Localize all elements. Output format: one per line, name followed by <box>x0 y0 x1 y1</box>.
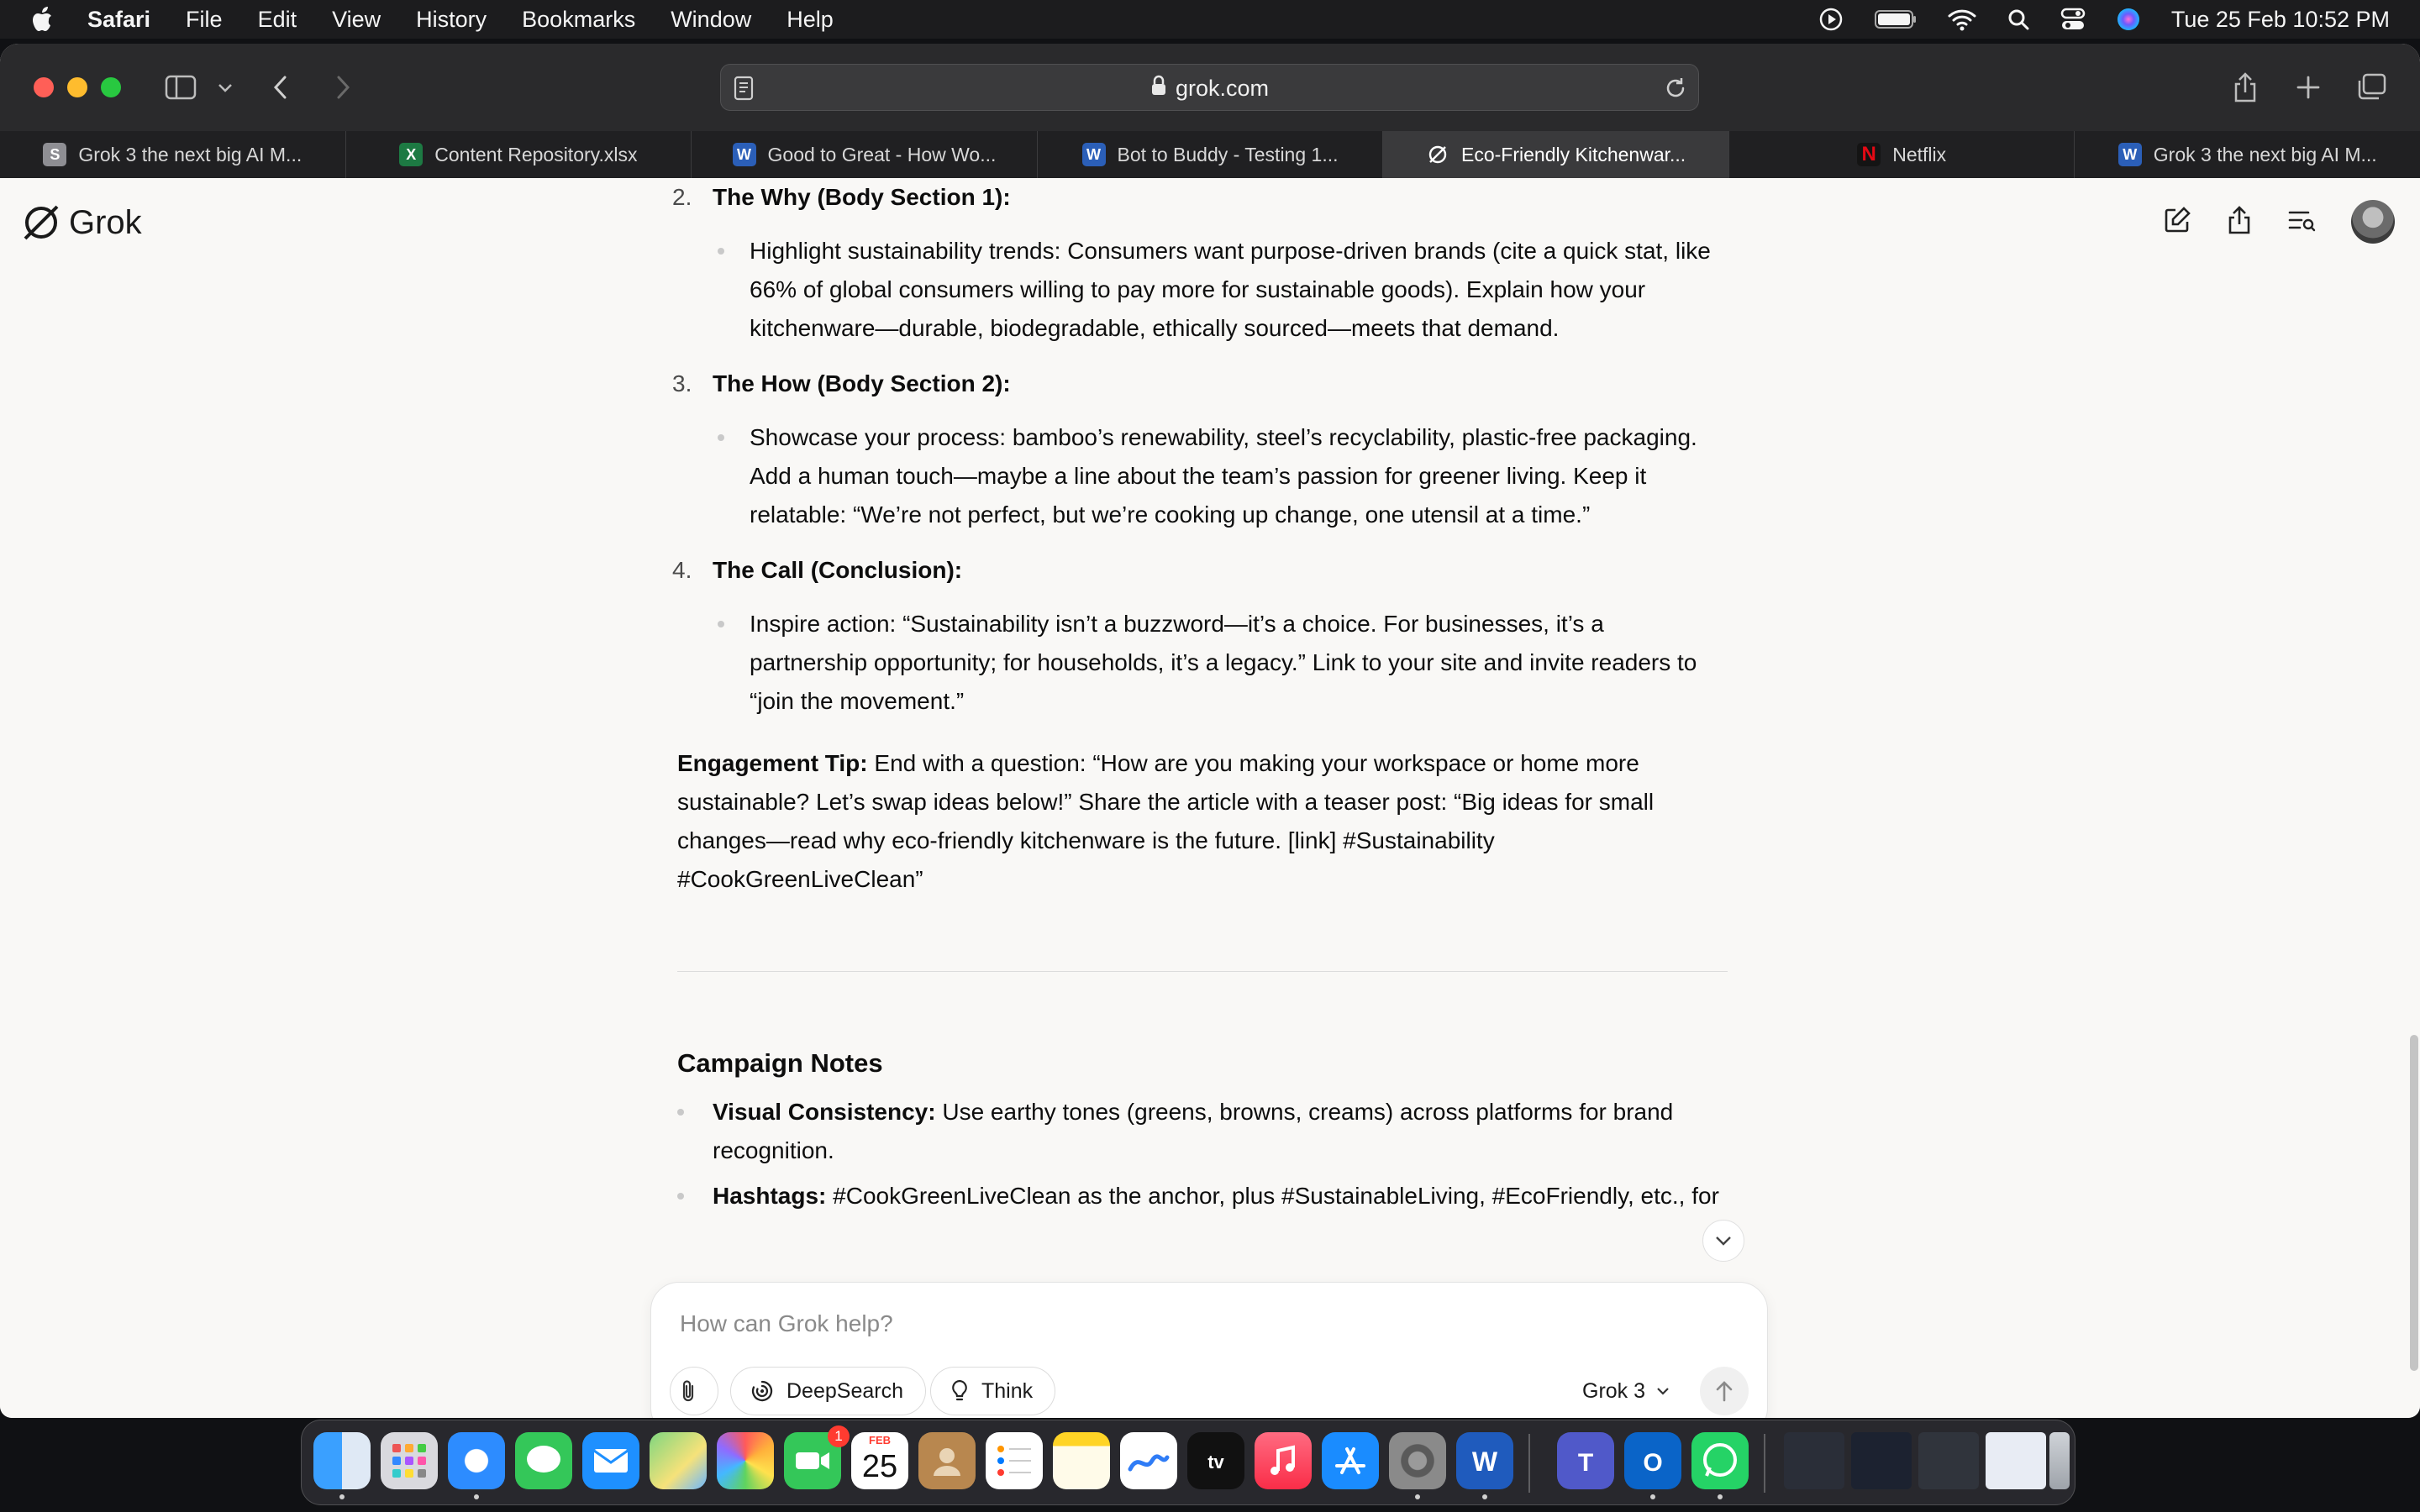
share-icon[interactable] <box>2232 69 2259 106</box>
new-chat-icon[interactable] <box>2163 206 2191 239</box>
outlook-icon[interactable] <box>1624 1432 1681 1489</box>
menu-datetime[interactable]: Tue 25 Feb 10:52 PM <box>2170 6 2390 32</box>
whatsapp-icon[interactable] <box>1691 1432 1749 1489</box>
prompt-composer <box>650 1282 1768 1418</box>
reminders-icon[interactable] <box>986 1432 1043 1489</box>
calendar-icon[interactable] <box>851 1432 908 1489</box>
photos-icon[interactable] <box>717 1432 774 1489</box>
wifi-icon[interactable] <box>1948 8 1976 31</box>
running-indicator <box>339 1494 345 1499</box>
apple-tv-icon[interactable] <box>1187 1432 1244 1489</box>
section-number: 2. <box>672 184 692 210</box>
engagement-tip <box>677 744 1728 899</box>
running-indicator <box>474 1494 479 1499</box>
scrollbar-thumb[interactable] <box>2410 1035 2418 1371</box>
browser-toolbar <box>0 44 2420 131</box>
browser-tab[interactable] <box>1038 131 1384 178</box>
note-label: Hashtags: <box>713 1183 827 1209</box>
mail-icon[interactable] <box>582 1432 639 1489</box>
back-button[interactable] <box>271 69 291 106</box>
apple-menu-icon[interactable] <box>32 5 57 34</box>
trash-icon[interactable] <box>2049 1432 2070 1489</box>
running-indicator <box>1482 1494 1487 1499</box>
section-bullet: Inspire action: “Sustainability isn’t a buzzword—it’s a choice. For businesses, it’s a partnership opportunity; for households, it’s a legacy.” Link to your site and invite readers to “join the movement.” <box>677 605 1728 721</box>
minimized-window-thumbnail[interactable] <box>1918 1432 1979 1489</box>
launchpad-icon[interactable] <box>381 1432 438 1489</box>
minimized-window-thumbnail[interactable] <box>1986 1432 2046 1489</box>
tab-title: Eco-Friendly Kitchenwar... <box>1461 143 1686 165</box>
tab-title: Grok 3 the next big AI M... <box>2153 143 2377 165</box>
messages-icon[interactable] <box>515 1432 572 1489</box>
think-label: Think <box>981 1378 1034 1403</box>
menu-help[interactable]: Help <box>786 6 834 32</box>
running-indicator <box>1650 1494 1655 1499</box>
chat-response <box>672 178 1728 1222</box>
history-icon[interactable] <box>2287 207 2316 237</box>
reload-icon[interactable] <box>1663 70 1688 107</box>
forward-button[interactable] <box>333 69 353 106</box>
word-icon: W <box>1082 143 1106 166</box>
deepsearch-button[interactable] <box>730 1367 926 1415</box>
model-name: Grok 3 <box>1582 1378 1646 1403</box>
facetime-badge: 1 <box>828 1425 850 1447</box>
menu-file[interactable]: File <box>186 6 223 32</box>
teams-icon[interactable] <box>1557 1432 1614 1489</box>
contacts-icon[interactable] <box>918 1432 976 1489</box>
system-settings-icon[interactable] <box>1389 1432 1446 1489</box>
section-bullet: Showcase your process: bamboo’s renewability, steel’s recyclability, plastic-free packaging. Add a human touch—maybe a line about the team’s passion for greener living. Keep it relatable: “We’re not perfect, but we’re cooking up change, one utensil at a time.” <box>677 418 1728 534</box>
section-number: 4. <box>672 557 692 583</box>
lightbulb-icon <box>950 1378 970 1404</box>
menu-app-name[interactable]: Safari <box>87 6 151 32</box>
notes-icon[interactable] <box>1053 1432 1110 1489</box>
dock <box>301 1420 2075 1505</box>
tab-title: Netflix <box>1892 143 1947 165</box>
browser-tab[interactable] <box>692 131 1038 178</box>
freeform-icon[interactable] <box>1120 1432 1177 1489</box>
arrow-up-icon <box>1713 1378 1735 1404</box>
tab-title: Content Repository.xlsx <box>434 143 638 165</box>
dock-separator <box>1764 1434 1765 1493</box>
app-store-icon[interactable] <box>1322 1432 1379 1489</box>
dock-separator <box>1528 1434 1530 1493</box>
think-button[interactable] <box>930 1367 1055 1415</box>
control-center-icon[interactable] <box>2060 8 2086 31</box>
grok-logo-text: Grok <box>69 203 142 241</box>
web-content <box>0 178 2420 1418</box>
browser-tab[interactable] <box>2075 131 2420 178</box>
safari-dock-icon[interactable] <box>448 1432 505 1489</box>
attach-button[interactable] <box>670 1367 718 1415</box>
minimize-window-button[interactable] <box>67 77 87 97</box>
word-dock-icon[interactable] <box>1456 1432 1513 1489</box>
tab-overview-icon[interactable] <box>2356 69 2386 106</box>
section-number: 3. <box>672 370 692 396</box>
play-circle-icon[interactable] <box>1818 7 1844 32</box>
section-heading-text: The How (Body Section 2): <box>713 370 1011 396</box>
tab-title: Grok 3 the next big AI M... <box>78 143 302 165</box>
paperclip-icon <box>679 1378 697 1404</box>
model-selector[interactable] <box>1582 1367 1670 1415</box>
section-heading-text: The Why (Body Section 1): <box>713 184 1011 210</box>
note-label: Visual Consistency: <box>713 1099 936 1125</box>
grok-logo-icon <box>20 202 62 244</box>
calendar-month: FEB <box>869 1434 891 1446</box>
menu-bar <box>0 0 2420 39</box>
siri-icon[interactable] <box>2116 7 2141 32</box>
lock-icon <box>1150 75 1167 102</box>
netflix-icon: N <box>1857 143 1881 166</box>
excel-icon: X <box>399 143 423 166</box>
spotlight-search-icon[interactable] <box>2007 8 2030 31</box>
chevron-down-icon <box>1655 1386 1670 1396</box>
deepsearch-label: DeepSearch <box>786 1378 903 1403</box>
url-text: grok.com <box>1175 75 1270 101</box>
menu-edit[interactable]: Edit <box>257 6 297 32</box>
address-bar[interactable] <box>720 64 1699 111</box>
menu-view[interactable]: View <box>332 6 381 32</box>
menu-bookmarks[interactable]: Bookmarks <box>522 6 636 32</box>
section-heading <box>672 365 1728 403</box>
menu-window[interactable]: Window <box>671 6 752 32</box>
svg-text:tv: tv <box>1207 1452 1224 1473</box>
close-window-button[interactable] <box>34 77 54 97</box>
scroll-to-bottom-button[interactable] <box>1702 1220 1744 1262</box>
grok-logo[interactable] <box>20 202 142 244</box>
browser-tab[interactable] <box>346 131 692 178</box>
grok-favicon-icon <box>1426 143 1449 166</box>
avatar[interactable] <box>2351 200 2395 244</box>
chevron-down-icon[interactable] <box>217 69 234 106</box>
note-item <box>677 1177 1728 1215</box>
maps-icon[interactable] <box>650 1432 707 1489</box>
browser-tab-active[interactable] <box>1383 131 1729 178</box>
svg-text:T: T <box>1577 1449 1594 1477</box>
prompt-input[interactable] <box>678 1305 1690 1343</box>
divider <box>677 971 1728 972</box>
sidebar-toggle-icon[interactable] <box>165 69 197 106</box>
send-button[interactable] <box>1700 1367 1749 1415</box>
campaign-notes-title: Campaign Notes <box>677 1048 883 1078</box>
note-text: #CookGreenLiveClean as the anchor, plus #SustainableLiving, #EcoFriendly, etc., for <box>826 1183 1719 1209</box>
section-heading-text: The Call (Conclusion): <box>713 557 963 583</box>
calendar-day: 25 <box>861 1449 898 1484</box>
engagement-tip-label: Engagement Tip: <box>677 750 868 776</box>
section-heading <box>672 551 1728 590</box>
minimized-window-thumbnail[interactable] <box>1851 1432 1912 1489</box>
deepsearch-icon <box>750 1378 775 1404</box>
section-heading <box>672 178 1728 217</box>
finder-icon[interactable] <box>313 1432 371 1489</box>
tab-title: Good to Great - How Wo... <box>767 143 997 165</box>
browser-tab[interactable] <box>0 131 346 178</box>
note-text: Use earthy tones (greens, browns, creams) across platforms for brand recognition. <box>713 1099 1674 1163</box>
note-item <box>677 1093 1728 1170</box>
tab-bar <box>0 131 2420 178</box>
new-tab-icon[interactable] <box>2296 69 2321 106</box>
tab-favicon: S <box>43 143 66 166</box>
browser-tab[interactable] <box>1729 131 2075 178</box>
section-bullet: Highlight sustainability trends: Consumers want purpose-driven brands (cite a quick stat, like 66% of global consumers willing to pay more for sustainable goods). Explain how your kitchenware—durable, biodegradable, ethically sourced—meets that demand. <box>677 232 1728 348</box>
word-icon: W <box>2118 143 2142 166</box>
music-icon[interactable] <box>1255 1432 1312 1489</box>
share-chat-icon[interactable] <box>2227 205 2252 239</box>
running-indicator <box>1415 1494 1420 1499</box>
svg-text:W: W <box>1471 1446 1498 1477</box>
zoom-window-button[interactable] <box>101 77 121 97</box>
tab-title: Bot to Buddy - Testing 1... <box>1117 143 1339 165</box>
menu-history[interactable]: History <box>416 6 487 32</box>
battery-icon[interactable] <box>1874 8 1918 30</box>
safari-window <box>0 44 2420 1418</box>
svg-text:O: O <box>1643 1449 1663 1477</box>
engagement-tip-text: End with a question: “How are you making your workspace or home more sustainable? Let’s swap ideas below!” Share the article with a teaser post: “Big ideas for small changes—read why eco-friendly kitchenware is the future. [link] #Sustainability #CookGreenLiveClean” <box>677 750 1655 892</box>
top-actions <box>2163 200 2395 244</box>
word-icon: W <box>733 143 756 166</box>
minimized-window-thumbnail[interactable] <box>1784 1432 1844 1489</box>
running-indicator <box>1718 1494 1723 1499</box>
